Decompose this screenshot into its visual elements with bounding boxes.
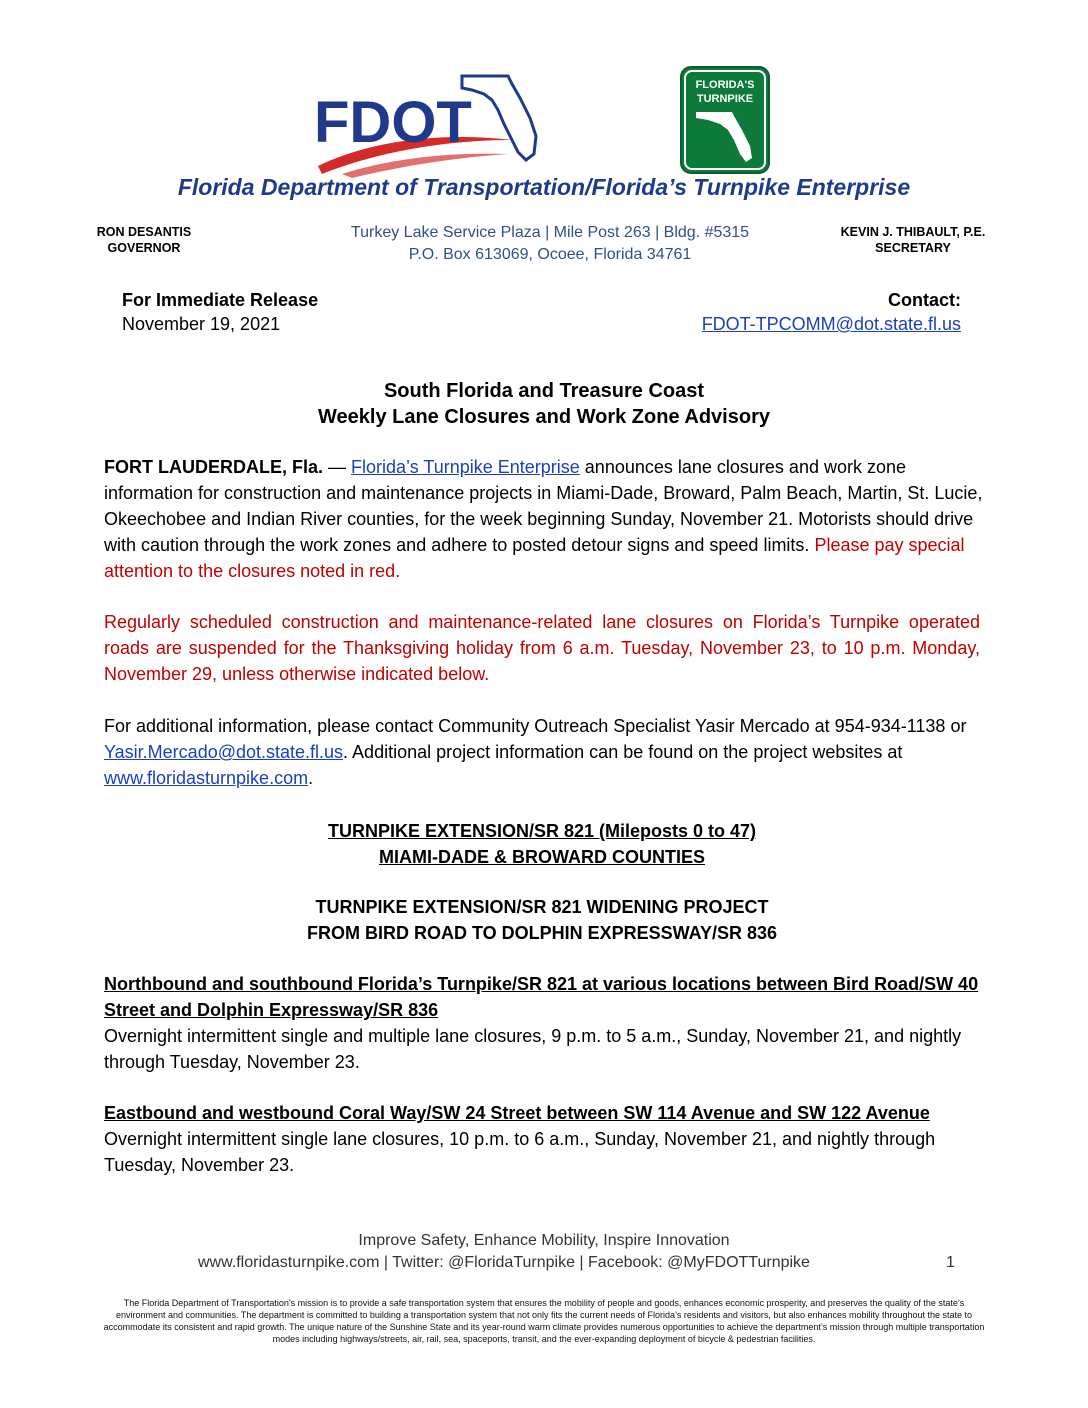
section-heading-2: MIAMI-DADE & BROWARD COUNTIES xyxy=(379,847,705,867)
footer-slogan: Improve Safety, Enhance Mobility, Inspire Innovation xyxy=(358,1232,730,1249)
address-line-1: Turkey Lake Service Plaza | Mile Post 263 | Bldg. #5315 xyxy=(350,224,750,241)
intro-paragraph xyxy=(104,454,984,584)
address-block xyxy=(300,222,800,266)
title-line-2: Weekly Lane Closures and Work Zone Advisory xyxy=(318,406,770,428)
release-label: For Immediate Release xyxy=(122,290,319,310)
website-link[interactable]: www.floridasturnpike.com xyxy=(104,768,309,788)
governor-title: GOVERNOR xyxy=(107,241,181,255)
intro-dash: — xyxy=(323,457,352,477)
closure-location: Eastbound and westbound Coral Way/SW 24 Street between SW 114 Avenue and SW 122 Avenue xyxy=(104,1103,930,1123)
holiday-notice: Regularly scheduled construction and maintenance-related lane closures on Florida’s Turnpike operated roads are suspended for the Thanksgiving holiday from 6 a.m. Tuesday, November 23, to 10 p.m. Monday, November 29, unless otherwise indicated below. xyxy=(104,612,980,684)
fdot-logo-text: FDOT xyxy=(314,90,472,155)
mission-statement: The Florida Department of Transportation’s mission is to provide a safe transportation system that ensures the mobility of people and goods, enhances economic prosperity, and preserves the quality of the state’s environment and communities. The department is committed to building a transportation system that not only fits the current needs of Florida’s residents and visitors, but also enhances mobility throughout the state to accommodate its consistent and rapid growth. The unique nature of the Sunshine State and its year-round warm climate provides numerous opportunities to achieve the department’s mission through multiple transportation modes including highways/streets, air, rail, sea, spaceports, transit, and the ever-expanding deployment of bicycle & pedestrian facilities. xyxy=(103,1298,985,1344)
release-date: November 19, 2021 xyxy=(122,314,281,334)
closure-location: Northbound and southbound Florida’s Turnpike/SR 821 at various locations between Bird Road/SW 40 Street and Dolphin Expressway/SR 836 xyxy=(104,974,979,1020)
secretary-block xyxy=(820,224,1006,256)
section-heading xyxy=(0,818,1084,870)
footer-links: www.floridasturnpike.com | Twitter: @FloridaTurnpike | Facebook: @MyFDOTTurnpike xyxy=(198,1254,810,1271)
agency-name: Florida Department of Transportation/Florida’s Turnpike Enterprise xyxy=(177,174,911,200)
address-line-2: P.O. Box 613069, Ocoee, Florida 34761 xyxy=(408,246,692,263)
contact-label: Contact: xyxy=(888,290,961,310)
turnpike-logo xyxy=(680,66,770,174)
secretary-name: KEVIN J. THIBAULT, P.E. xyxy=(840,225,986,239)
closure-detail: Overnight intermittent single and multiple lane closures, 9 p.m. to 5 a.m., Sunday, November 21, and nightly through Tuesday, November 23. xyxy=(104,1026,962,1072)
intro-text: announces lane closures and work zone information for construction and maintenance projects in Miami-Dade, Broward, Palm Beach, Martin, St. Lucie, Okeechobee and Indian River counties, for the week beginning Sunday, November 21. Motorists should drive with caution through the work zones and adhere to posted detour signs and speed limits. xyxy=(104,457,983,555)
title-line-1: South Florida and Treasure Coast xyxy=(383,380,705,402)
project-heading-1: TURNPIKE EXTENSION/SR 821 WIDENING PROJECT xyxy=(315,897,769,917)
page-number: 1 xyxy=(946,1254,955,1271)
turnpike-logo-line2: TURNPIKE xyxy=(696,93,754,105)
fdot-logo-graphic xyxy=(312,70,544,178)
outreach-email-link[interactable]: Yasir.Mercado@dot.state.fl.us xyxy=(104,742,344,762)
page-title xyxy=(0,378,1088,430)
closure-item xyxy=(104,971,984,1075)
contact-block xyxy=(702,288,961,336)
turnpike-enterprise-link[interactable]: Florida’s Turnpike Enterprise xyxy=(351,457,580,477)
section-heading-1: TURNPIKE EXTENSION/SR 821 (Mileposts 0 to 47) xyxy=(327,821,757,841)
fdot-logo xyxy=(312,70,544,178)
contact-text-2: . Additional project information can be found on the project websites at xyxy=(343,742,903,762)
turnpike-logo-line1: FLORIDA'S xyxy=(695,79,755,91)
closure-item xyxy=(104,1100,1014,1178)
closure-detail: Overnight intermittent single lane closures, 10 p.m. to 6 a.m., Sunday, November 21, and nightly through Tuesday, November 23. xyxy=(104,1129,936,1175)
dateline: FORT LAUDERDALE, Fla. xyxy=(104,457,323,477)
release-block xyxy=(122,288,318,336)
intro-red-note: Please pay special attention to the closures noted in red. xyxy=(104,535,965,581)
governor-name: RON DESANTIS xyxy=(96,225,192,239)
contact-text-1: For additional information, please contact Community Outreach Specialist Yasir Mercado at 954-934-1138 or xyxy=(104,716,967,736)
contact-paragraph xyxy=(104,713,980,791)
contact-email-link[interactable]: FDOT-TPCOMM@dot.state.fl.us xyxy=(701,314,961,334)
project-heading xyxy=(0,894,1084,946)
project-heading-2: FROM BIRD ROAD TO DOLPHIN EXPRESSWAY/SR 836 xyxy=(306,923,778,943)
turnpike-logo-graphic xyxy=(680,66,770,174)
contact-text-3: . xyxy=(308,768,314,788)
secretary-title: SECRETARY xyxy=(875,241,951,255)
governor-block xyxy=(88,224,200,256)
